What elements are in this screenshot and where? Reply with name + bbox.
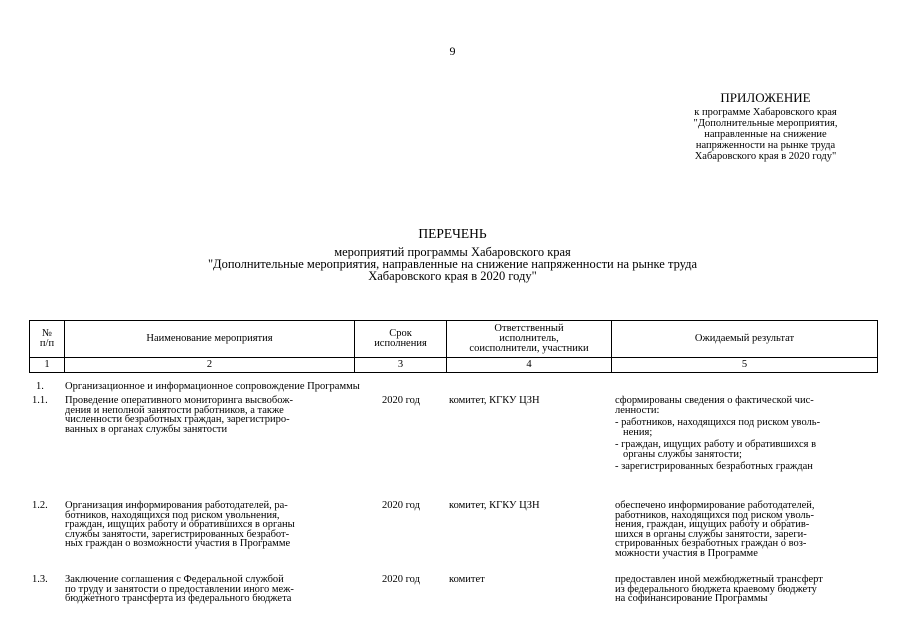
item-result: предоставлен иной межбюджетный трансферт из федерального бюджета краевому бюджету на софинансирование Программы [615,574,823,604]
item-number: 1.3. [32,574,48,585]
table-row [29,501,877,575]
column-number: 4 [447,358,612,373]
appendix-line: "Дополнительные мероприятия, [693,118,838,129]
item-number: 1.1. [32,395,48,406]
item-number: 1.2. [32,500,48,511]
header-num: № п/п [30,321,65,358]
document-title-block [0,226,905,282]
item-result: сформированы сведения о фактической чис- ленности: - работников, находящихся под риском уволь- нения; - граждан, ищущих работу и обратившихся в органы службы занятости; - зарегистрированных безработных граждан [615,396,871,475]
header-executor: Ответственный исполнитель, соисполнители, участники [447,321,612,358]
column-number: 2 [65,358,355,373]
item-term: 2020 год [382,395,420,406]
document-subtitle-line: "Дополнительные мероприятия, направленные на снижение напряженности на рынке труда [207,257,698,271]
result-bullet: - зарегистрированных безработных граждан [615,461,813,472]
section-title: Организационное и информационное сопровождение Программы [65,381,360,392]
document-title: ПЕРЕЧЕНЬ [418,226,487,241]
column-number: 3 [355,358,447,373]
appendix-line: Хабаровского края в 2020 году" [694,151,837,162]
item-executor: комитет, КГКУ ЦЗН [449,395,540,406]
item-executor: комитет [449,574,485,585]
item-name: Заключение соглашения с Федеральной службой по труду и занятости о предоставлении иного меж- бюджетного трансферта из федерального бюджета [65,574,294,604]
item-term: 2020 год [382,500,420,511]
section-number: 1. [36,381,44,392]
table-row [29,575,877,615]
result-bullet: - граждан, ищущих работу и обратившихся в органы службы занятости; [615,439,817,460]
measures-list [29,380,877,615]
header-name: Наименование мероприятия [65,321,355,358]
result-bullet: - работников, находящихся под риском уволь- нения; [615,417,821,438]
appendix-line: напряженности на рынке труда [695,140,836,151]
document-subtitle-line: Хабаровского края в 2020 году" [368,269,537,283]
column-number: 5 [612,358,878,373]
appendix-line: направленные на снижение [704,129,827,140]
page-number: 9 [449,44,456,58]
item-executor: комитет, КГКУ ЦЗН [449,500,540,511]
appendix-block [664,90,867,162]
section-row [29,380,877,396]
appendix-line: к программе Хабаровского края [694,107,837,118]
appendix-title: ПРИЛОЖЕНИЕ [720,90,811,105]
item-name: Организация информирования работодателей, ра- ботников, находящихся под риском увольнения, граждан, ищущих работу и обратившихся в органы службы занятости, зарегистрированных безработ- ных граждан о возможности участия в Программе [65,500,295,549]
column-number: 1 [30,358,65,373]
item-result: обеспечено информирование работодателей, работников, находящихся под риском уволь- нения, граждан, ищущих работу и обратив- шихся в органы службы занятости, зареги- стрированных безработных граждан о воз- можности участия в Программе [615,500,815,559]
header-result: Ожидаемый результат [612,321,878,358]
measures-table-header [29,320,878,373]
item-name: Проведение оперативного мониторинга высвобож- дения и неполной занятости работников, а также численности безработных граждан, зарегистриро- ванных в органах службы занятости [65,395,293,435]
header-term: Срок исполнения [355,321,447,358]
table-row [29,396,877,501]
document-subtitle-line: мероприятий программы Хабаровского края [334,245,571,259]
item-term: 2020 год [382,574,420,585]
